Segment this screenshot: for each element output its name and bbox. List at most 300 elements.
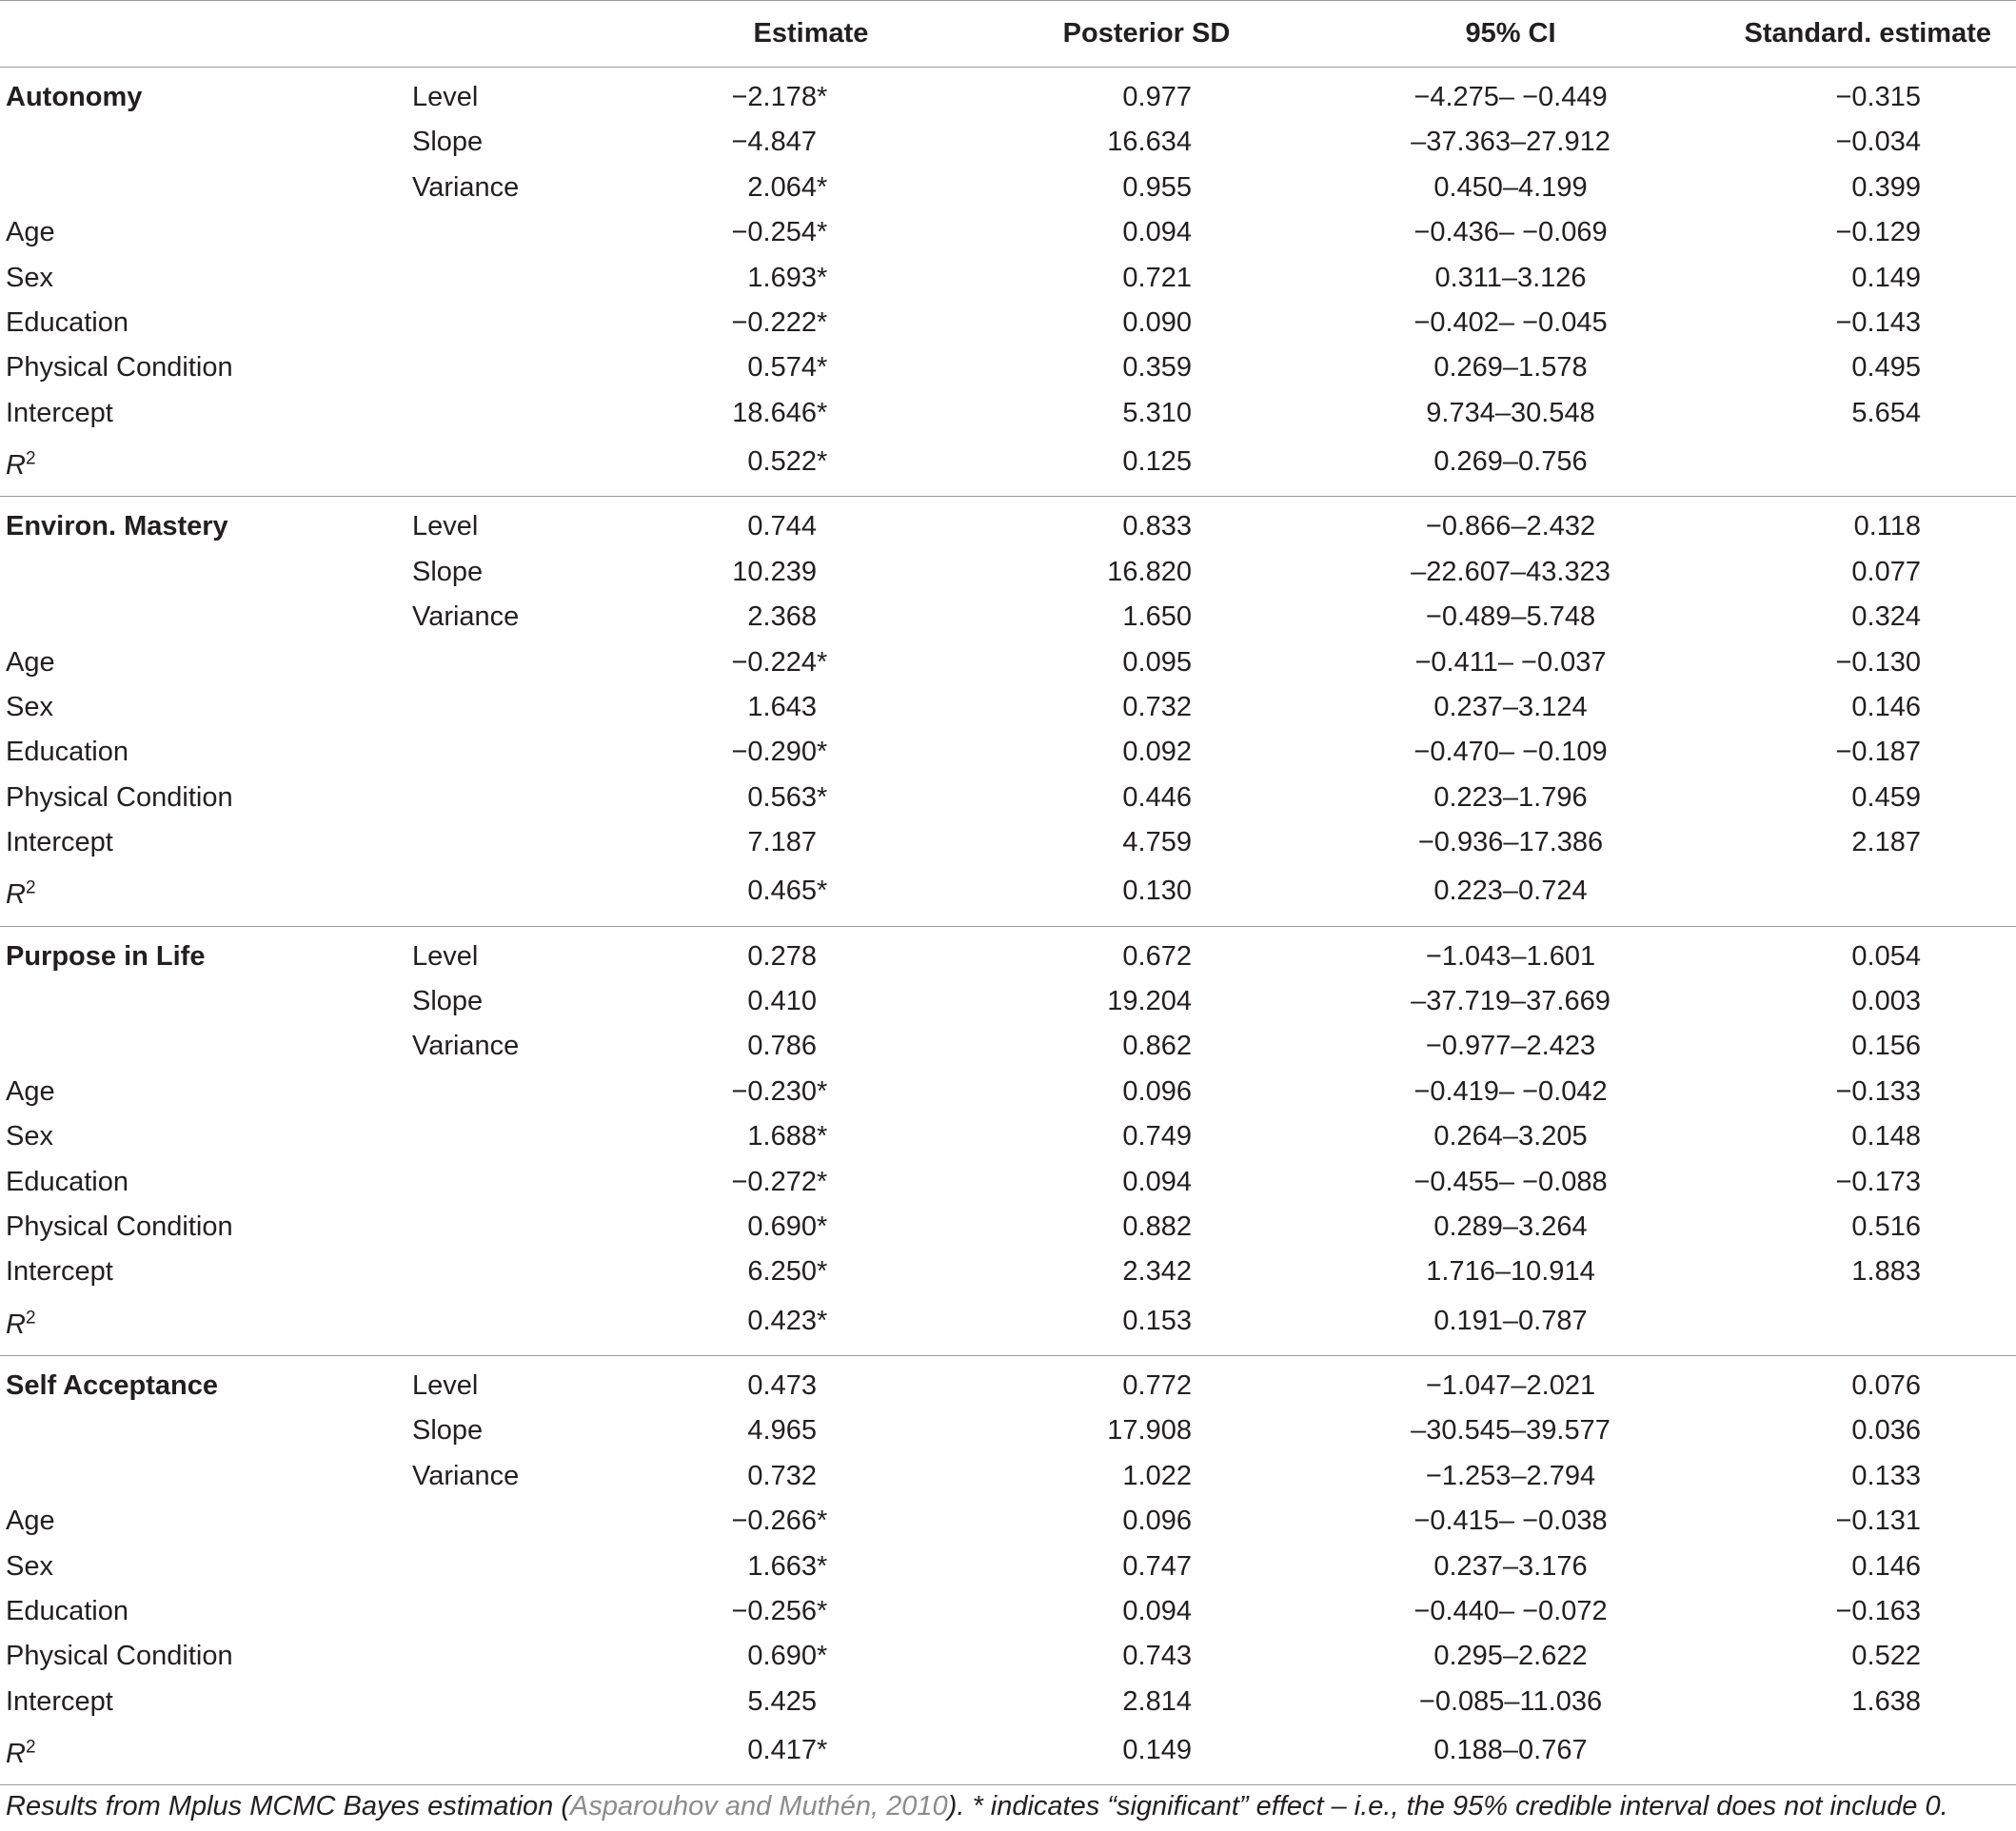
row-sublabel — [406, 1545, 668, 1589]
estimate-value: 0.574 — [747, 352, 817, 384]
table-row — [0, 820, 2016, 865]
table-row — [0, 1295, 2016, 1356]
cell-posterior-sd: 0.955 — [1122, 171, 1192, 203]
cell-standardized-estimate: −0.131 — [1835, 1506, 1921, 1537]
cell-posterior-sd: 17.908 — [1107, 1415, 1192, 1447]
row-sublabel — [406, 436, 668, 497]
table-row — [0, 1454, 2016, 1499]
cell-standardized-estimate: 5.654 — [1851, 397, 1921, 428]
estimate-value: −4.847 — [731, 127, 817, 158]
estimate-value: −0.290 — [731, 737, 817, 768]
row-sublabel — [406, 1499, 668, 1544]
row-sublabel — [406, 640, 668, 685]
table-row — [0, 595, 2016, 640]
cell-estimate — [668, 1070, 1001, 1114]
cell-credible-interval: 0.295–2.622 — [1433, 1641, 1588, 1672]
header-posterior-sd: Posterior SD — [1062, 18, 1231, 49]
cell-estimate — [668, 345, 1001, 390]
section-title: Autonomy — [6, 82, 143, 112]
table-row — [0, 391, 2016, 436]
row-label: Education — [6, 1595, 128, 1626]
row-sublabel — [406, 345, 668, 390]
cell-posterior-sd: 0.094 — [1122, 1595, 1192, 1626]
estimate-value: 2.368 — [747, 601, 817, 633]
significance-marker: * — [817, 737, 828, 768]
significance-marker: * — [817, 82, 828, 112]
estimate-value: 0.786 — [747, 1031, 817, 1062]
row-sublabel — [406, 776, 668, 820]
significance-marker: * — [817, 1550, 828, 1582]
table-row — [0, 1114, 2016, 1159]
cell-credible-interval: 0.264–3.205 — [1433, 1121, 1588, 1152]
significance-marker: * — [817, 1506, 828, 1537]
cell-standardized-estimate: −0.133 — [1835, 1075, 1921, 1107]
cell-standardized-estimate: 0.133 — [1851, 1460, 1921, 1491]
cell-standardized-estimate: 0.459 — [1851, 781, 1921, 813]
cell-posterior-sd: 0.732 — [1122, 691, 1192, 722]
cell-credible-interval: −0.085–11.036 — [1418, 1685, 1603, 1717]
cell-standardized-estimate: −0.129 — [1835, 217, 1921, 248]
table-row — [0, 1408, 2016, 1453]
significance-marker: * — [817, 1735, 828, 1766]
cell-credible-interval: −1.253–2.794 — [1425, 1460, 1596, 1491]
cell-credible-interval: 0.223–1.796 — [1433, 781, 1588, 813]
cell-posterior-sd: 0.721 — [1122, 262, 1192, 293]
cell-estimate — [668, 550, 1001, 595]
cell-posterior-sd: 0.672 — [1122, 940, 1192, 972]
cell-estimate — [668, 685, 1001, 730]
row-label: Physical Condition — [6, 781, 233, 813]
cell-estimate — [668, 1205, 1001, 1250]
cell-posterior-sd: 0.977 — [1122, 82, 1192, 112]
cell-standardized-estimate: 0.399 — [1851, 171, 1921, 203]
significance-marker: * — [817, 262, 828, 293]
estimate-value: 0.410 — [747, 986, 817, 1017]
section-title: Environ. Mastery — [6, 511, 228, 542]
row-label: Age — [6, 1506, 55, 1537]
r-squared-exponent: 2 — [25, 1307, 36, 1328]
cell-estimate — [668, 1589, 1001, 1634]
row-sublabel — [406, 391, 668, 436]
row-label — [0, 1024, 406, 1069]
row-label — [0, 166, 406, 210]
table-row — [0, 1355, 2016, 1408]
cell-standardized-estimate — [1682, 1724, 2016, 1785]
r-squared-symbol — [6, 450, 36, 481]
significance-marker: * — [817, 1121, 828, 1152]
row-sublabel — [406, 1070, 668, 1114]
cell-estimate — [668, 68, 1001, 121]
estimate-value: −2.178 — [731, 82, 817, 112]
cell-estimate — [668, 391, 1001, 436]
row-sublabel — [406, 1114, 668, 1159]
table-row — [0, 640, 2016, 685]
row-sublabel — [406, 685, 668, 730]
significance-marker: * — [817, 1641, 828, 1672]
table-row — [0, 1545, 2016, 1589]
row-label: Sex — [6, 1550, 53, 1582]
cell-standardized-estimate: 0.148 — [1851, 1121, 1921, 1152]
estimate-value: −0.256 — [731, 1595, 817, 1626]
cell-credible-interval: −0.977–2.423 — [1425, 1031, 1596, 1062]
cell-estimate — [668, 497, 1001, 550]
cell-standardized-estimate: −0.034 — [1835, 127, 1921, 158]
row-label-r-squared — [0, 1724, 406, 1785]
cell-posterior-sd: 2.342 — [1122, 1256, 1192, 1288]
cell-posterior-sd: 0.359 — [1122, 352, 1192, 384]
cell-credible-interval: −0.440– −0.072 — [1413, 1595, 1608, 1626]
estimate-value: 0.563 — [747, 781, 817, 813]
significance-marker: * — [817, 1211, 828, 1243]
r-squared-symbol — [6, 879, 36, 910]
table-section — [0, 1355, 2016, 1784]
cell-credible-interval: 9.734–30.548 — [1426, 397, 1595, 428]
row-sublabel: Slope — [412, 127, 484, 158]
cell-posterior-sd: 0.096 — [1122, 1506, 1192, 1537]
row-sublabel — [406, 1680, 668, 1724]
row-sublabel — [406, 1250, 668, 1294]
row-label-r-squared — [0, 436, 406, 497]
cell-posterior-sd: 0.446 — [1122, 781, 1192, 813]
cell-standardized-estimate: 0.516 — [1851, 1211, 1921, 1243]
cell-estimate — [668, 436, 1001, 497]
r-squared-letter: R — [6, 879, 26, 911]
estimate-value: 5.425 — [747, 1685, 817, 1717]
row-sublabel — [406, 1724, 668, 1785]
estimate-value: 4.965 — [747, 1415, 817, 1447]
cell-posterior-sd: 0.833 — [1122, 511, 1192, 542]
significance-marker: * — [817, 781, 828, 813]
table-row — [0, 1634, 2016, 1679]
cell-credible-interval: −1.043–1.601 — [1425, 940, 1596, 972]
cell-posterior-sd: 0.094 — [1122, 1166, 1192, 1197]
cell-estimate — [668, 640, 1001, 685]
cell-posterior-sd: 0.125 — [1122, 446, 1192, 478]
cell-posterior-sd: 19.204 — [1107, 986, 1192, 1017]
header-ci: 95% CI — [1465, 18, 1556, 49]
footnote-citation-link[interactable]: Asparouhov and Muthén, 2010 — [570, 1791, 948, 1821]
cell-posterior-sd: 0.882 — [1122, 1211, 1192, 1243]
row-label: Intercept — [6, 1256, 113, 1288]
cell-posterior-sd: 0.092 — [1122, 737, 1192, 768]
estimate-value: 1.688 — [747, 1121, 817, 1152]
header-estimate: Estimate — [753, 18, 869, 49]
row-sublabel: Level — [412, 940, 479, 972]
row-label: Physical Condition — [6, 1211, 233, 1243]
row-sublabel — [406, 1160, 668, 1205]
significance-marker: * — [817, 1305, 828, 1336]
row-sublabel — [406, 730, 668, 775]
table-row — [0, 68, 2016, 121]
cell-credible-interval: −0.419– −0.042 — [1413, 1075, 1608, 1107]
cell-estimate — [668, 301, 1001, 345]
cell-credible-interval: −0.489–5.748 — [1425, 601, 1596, 633]
cell-standardized-estimate: −0.173 — [1835, 1166, 1921, 1197]
cell-credible-interval: 0.191–0.787 — [1433, 1305, 1588, 1336]
row-label: Sex — [6, 1121, 53, 1152]
row-label-r-squared — [0, 866, 406, 927]
row-label: Intercept — [6, 1685, 113, 1717]
table-section — [0, 68, 2016, 497]
row-sublabel: Slope — [412, 1415, 484, 1447]
cell-standardized-estimate: 0.522 — [1851, 1641, 1921, 1672]
header-label — [0, 1, 406, 68]
r-squared-letter: R — [6, 449, 26, 481]
footnote-text-before: Results from Mplus MCMC Bayes estimation ( — [6, 1791, 571, 1821]
cell-standardized-estimate: 1.883 — [1851, 1256, 1921, 1288]
cell-estimate — [668, 210, 1001, 255]
r-squared-symbol — [6, 1739, 36, 1769]
header-sub — [406, 1, 668, 68]
cell-standardized-estimate: 0.003 — [1851, 986, 1921, 1017]
row-sublabel — [406, 1295, 668, 1356]
estimate-value: 0.473 — [747, 1369, 817, 1401]
cell-estimate — [668, 256, 1001, 301]
row-label: Age — [6, 217, 55, 248]
row-label: Age — [6, 646, 55, 678]
cell-credible-interval: −4.275– −0.449 — [1413, 82, 1608, 112]
cell-posterior-sd: 16.820 — [1107, 556, 1192, 587]
significance-marker: * — [817, 1595, 828, 1626]
cell-credible-interval: 0.289–3.264 — [1433, 1211, 1588, 1243]
row-label-r-squared — [0, 1295, 406, 1356]
cell-estimate — [668, 1499, 1001, 1544]
cell-credible-interval: 1.716–10.914 — [1426, 1256, 1595, 1288]
table-row — [0, 926, 2016, 979]
table-row — [0, 685, 2016, 730]
r-squared-exponent: 2 — [25, 448, 36, 469]
cell-estimate — [668, 1680, 1001, 1724]
cell-estimate — [668, 1295, 1001, 1356]
cell-standardized-estimate: 0.077 — [1851, 556, 1921, 587]
table-row — [0, 301, 2016, 345]
cell-credible-interval: –37.363–27.912 — [1411, 127, 1611, 158]
r-squared-exponent: 2 — [25, 1737, 36, 1758]
cell-credible-interval: 0.269–1.578 — [1433, 352, 1588, 384]
table-row — [0, 1499, 2016, 1544]
estimate-value: 7.187 — [747, 827, 817, 858]
cell-credible-interval: −1.047–2.021 — [1425, 1369, 1596, 1401]
table-row — [0, 979, 2016, 1024]
r-squared-letter: R — [6, 1738, 26, 1769]
row-sublabel — [406, 866, 668, 927]
cell-credible-interval: −0.402– −0.045 — [1413, 307, 1608, 339]
table-row — [0, 497, 2016, 550]
cell-standardized-estimate — [1682, 436, 2016, 497]
cell-standardized-estimate: −0.315 — [1835, 82, 1921, 112]
cell-posterior-sd: 0.862 — [1122, 1031, 1192, 1062]
cell-estimate — [668, 1454, 1001, 1499]
row-sublabel: Slope — [412, 556, 484, 587]
section-title: Purpose in Life — [6, 940, 206, 972]
row-sublabel — [406, 210, 668, 255]
row-label — [0, 1454, 406, 1499]
cell-posterior-sd: 0.094 — [1122, 217, 1192, 248]
row-label: Education — [6, 1166, 128, 1197]
cell-posterior-sd: 0.772 — [1122, 1369, 1192, 1401]
significance-marker: * — [817, 1256, 828, 1288]
cell-posterior-sd: 0.749 — [1122, 1121, 1192, 1152]
cell-standardized-estimate: 0.146 — [1851, 1550, 1921, 1582]
cell-standardized-estimate: −0.130 — [1835, 646, 1921, 678]
row-sublabel: Variance — [412, 1031, 520, 1062]
cell-posterior-sd: 2.814 — [1122, 1685, 1192, 1717]
significance-marker: * — [817, 876, 828, 907]
cell-credible-interval: −0.436– −0.069 — [1413, 217, 1608, 248]
estimate-value: 1.643 — [747, 691, 817, 722]
cell-standardized-estimate: 0.156 — [1851, 1031, 1921, 1062]
cell-posterior-sd: 0.130 — [1122, 876, 1192, 907]
cell-posterior-sd: 1.650 — [1122, 601, 1192, 633]
cell-estimate — [668, 866, 1001, 927]
table-row — [0, 730, 2016, 775]
cell-standardized-estimate: 0.036 — [1851, 1415, 1921, 1447]
cell-posterior-sd: 5.310 — [1122, 397, 1192, 428]
cell-standardized-estimate: 0.146 — [1851, 691, 1921, 722]
cell-estimate — [668, 1724, 1001, 1785]
row-label: Physical Condition — [6, 352, 233, 384]
cell-estimate — [668, 1634, 1001, 1679]
estimate-value: 2.064 — [747, 171, 817, 203]
cell-standardized-estimate: 0.076 — [1851, 1369, 1921, 1401]
row-label: Age — [6, 1075, 55, 1107]
cell-estimate — [668, 1408, 1001, 1453]
cell-standardized-estimate: −0.187 — [1835, 737, 1921, 768]
cell-posterior-sd: 0.153 — [1122, 1305, 1192, 1336]
row-label — [0, 120, 406, 165]
header-standardized: Standard. estimate — [1744, 18, 1991, 49]
significance-marker: * — [817, 307, 828, 339]
table-row — [0, 550, 2016, 595]
cell-estimate — [668, 730, 1001, 775]
table-section — [0, 926, 2016, 1355]
row-label: Intercept — [6, 397, 113, 428]
cell-credible-interval: 0.269–0.756 — [1433, 446, 1588, 478]
estimate-value: 1.663 — [747, 1550, 817, 1582]
table-header — [0, 1, 2016, 68]
cell-credible-interval: –30.545–39.577 — [1411, 1415, 1611, 1447]
table-row — [0, 1250, 2016, 1294]
cell-estimate — [668, 926, 1001, 979]
estimate-value: 0.732 — [747, 1460, 817, 1491]
row-label: Sex — [6, 262, 53, 293]
row-sublabel — [406, 1634, 668, 1679]
cell-credible-interval: 0.237–3.124 — [1433, 691, 1588, 722]
cell-estimate — [668, 1024, 1001, 1069]
table-row — [0, 120, 2016, 165]
cell-standardized-estimate: 0.118 — [1853, 511, 1921, 542]
estimate-value: 0.690 — [747, 1641, 817, 1672]
table-row — [0, 776, 2016, 820]
row-sublabel — [406, 301, 668, 345]
cell-estimate — [668, 820, 1001, 865]
row-label — [0, 595, 406, 640]
row-sublabel: Level — [412, 511, 479, 542]
cell-estimate — [668, 120, 1001, 165]
section-title: Self Acceptance — [6, 1369, 218, 1401]
cell-standardized-estimate: 2.187 — [1851, 827, 1921, 858]
significance-marker: * — [817, 446, 828, 478]
estimate-value: −0.224 — [731, 646, 817, 678]
row-sublabel: Level — [412, 82, 479, 112]
row-label: Physical Condition — [6, 1641, 233, 1672]
table-row — [0, 1024, 2016, 1069]
cell-estimate — [668, 1355, 1001, 1408]
row-sublabel: Variance — [412, 1460, 520, 1491]
table-row — [0, 166, 2016, 210]
row-label: Education — [6, 307, 128, 339]
cell-credible-interval: −0.470– −0.109 — [1413, 737, 1608, 768]
estimate-value: 0.744 — [747, 511, 817, 542]
significance-marker: * — [817, 1075, 828, 1107]
estimate-value: 1.693 — [747, 262, 817, 293]
estimate-value: 10.239 — [732, 556, 817, 587]
cell-posterior-sd: 0.747 — [1122, 1550, 1192, 1582]
table-row — [0, 436, 2016, 497]
footnote-text-after: ). * indicates “significant” effect – i.e., the 95% credible interval does not include 0. — [947, 1791, 1948, 1821]
row-label — [0, 979, 406, 1024]
table-row — [0, 1680, 2016, 1724]
row-label — [0, 550, 406, 595]
table-row — [0, 210, 2016, 255]
table-row — [0, 1160, 2016, 1205]
estimate-value: 0.417 — [747, 1735, 817, 1766]
cell-estimate — [668, 595, 1001, 640]
row-sublabel — [406, 820, 668, 865]
table-row — [0, 1205, 2016, 1250]
row-sublabel: Variance — [412, 601, 520, 633]
table-row — [0, 256, 2016, 301]
estimate-value: −0.222 — [731, 307, 817, 339]
estimate-value: 18.646 — [732, 397, 817, 428]
r-squared-letter: R — [6, 1309, 26, 1340]
cell-standardized-estimate — [1682, 1295, 2016, 1356]
cell-estimate — [668, 979, 1001, 1024]
row-label: Sex — [6, 691, 53, 722]
cell-standardized-estimate: −0.163 — [1835, 1595, 1921, 1626]
r-squared-symbol — [6, 1309, 36, 1340]
table-footnote — [6, 1791, 1948, 1822]
significance-marker: * — [817, 352, 828, 384]
cell-credible-interval: 0.188–0.767 — [1433, 1735, 1588, 1766]
cell-estimate — [668, 776, 1001, 820]
cell-posterior-sd: 4.759 — [1122, 827, 1192, 858]
significance-marker: * — [817, 397, 828, 428]
table-row — [0, 345, 2016, 390]
row-sublabel — [406, 1205, 668, 1250]
table-row — [0, 1724, 2016, 1785]
estimate-value: 6.250 — [747, 1256, 817, 1288]
estimate-value: −0.230 — [731, 1075, 817, 1107]
estimate-value: 0.522 — [747, 446, 817, 478]
row-label: Intercept — [6, 827, 113, 858]
row-sublabel: Slope — [412, 986, 484, 1017]
cell-standardized-estimate: 0.054 — [1851, 940, 1921, 972]
row-sublabel — [406, 1589, 668, 1634]
estimate-value: 0.690 — [747, 1211, 817, 1243]
table-row — [0, 1070, 2016, 1114]
row-sublabel: Variance — [412, 171, 520, 203]
estimate-value: −0.266 — [731, 1506, 817, 1537]
cell-standardized-estimate: 0.495 — [1851, 352, 1921, 384]
significance-marker: * — [817, 217, 828, 248]
estimate-value: 0.278 — [747, 940, 817, 972]
cell-credible-interval: −0.455– −0.088 — [1413, 1166, 1608, 1197]
cell-standardized-estimate: −0.143 — [1835, 307, 1921, 339]
cell-standardized-estimate: 0.324 — [1851, 601, 1921, 633]
cell-estimate — [668, 1114, 1001, 1159]
significance-marker: * — [817, 1166, 828, 1197]
